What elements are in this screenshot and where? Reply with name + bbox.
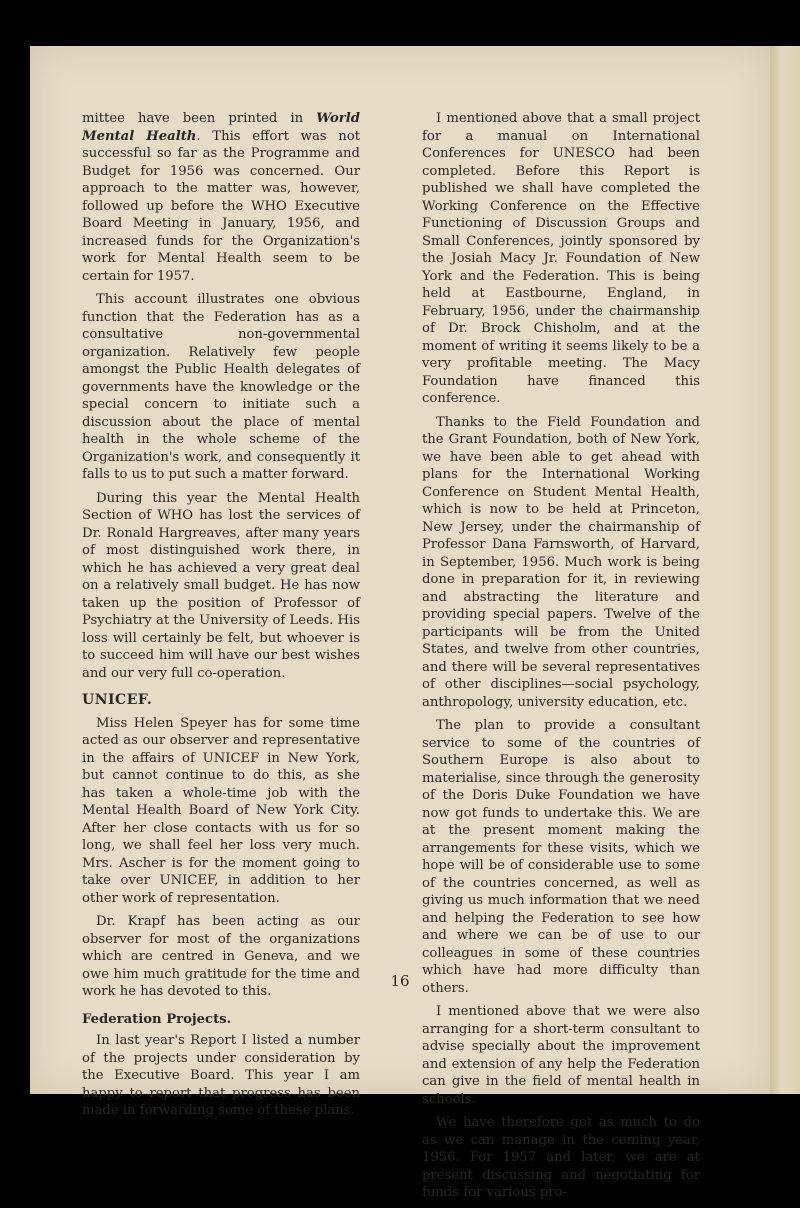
text-run: . This effort was not successful so far as the Programme and Budget for 1956 was concerned. Our approach to the matter was, however, followed up before the WHO Executive Board Meeting in January, 1956, and increased funds for the Organization's work for Mental Health seem to be certain for 1957.	[82, 128, 360, 284]
paragraph: I mentioned above that we were also arranging for a short-term consultant to advise specially about the improvement and extension of any help the Federation can give in the field of mental health in schools.	[422, 1004, 700, 1107]
page-number: 16	[390, 972, 410, 990]
paragraph: We have therefore got as much to do as we can manage in the coming year, 1956. For 1957 and later, we are at present discussing and negotiating for funds for various pro-	[422, 1115, 700, 1200]
paragraph: During this year the Mental Health Section of WHO has lost the services of Dr. Ronald Hargreaves, after many years of most distinguished work there, in which he has achieved a very great deal on a relatively small budget. He has now taken up the position of Professor of Psychiatry at the University of Leeds. His loss will certainly be felt, but whoever is to succeed him will have our best wishes and our very full co-operation.	[82, 490, 360, 681]
paragraph: Miss Helen Speyer has for some time acted as our observer and representative in the affairs of UNICEF in New York, but cannot continue to do this, as she has taken a whole-time job with the Mental Health Board of New York City. After her close contacts with us for so long, we shall feel her loss very much. Mrs. Ascher is for the moment going to take over UNICEF, in addition to her other work of representation.	[82, 715, 360, 906]
paragraph: In last year's Report I listed a number of the projects under consideration by the Executive Board. This year I am happy to report that progress has been made in forwarding some of these plans.	[82, 1033, 360, 1118]
paragraph: The plan to provide a consultant service to some of the countries of Southern Europe is also about to materialise, since through the generosity of the Doris Duke Foundation we have now got funds to undertake this. We are at the present moment making the arrangements for these visits, which we hope will be of considerable use to some of the countries concerned, as well as giving us much information that we need and helping the Federation to see how and where we can be of use to our colleagues in some of these countries which have had more difficulty than others.	[422, 718, 700, 996]
paragraph: Dr. Krapf has been acting as our observer for most of the organizations which are centred in Geneva, and we owe him much gratitude for the time and work he has devoted to this.	[82, 914, 360, 999]
publication-title: World Mental Health	[82, 111, 360, 144]
paragraph: I mentioned above that a small project for a manual on International Conferences for UNESCO had been completed. Before this Report is published we shall have completed the Working Conference on the Effective Functioning of Discussion Groups and Small Conferences, jointly sponsored by the Josiah Macy Jr. Foundation of New York and the Federation. This is being held at Eastbourne, England, in February, 1956, under the chairmanship of Dr. Brock Chisholm, and at the moment of writing it seems likely to be a very profitable meeting. The Macy Foundation have financed this conference.	[422, 111, 700, 406]
right-column	[422, 110, 700, 1208]
section-heading-projects: Federation Projects.	[82, 1011, 232, 1027]
paragraph: This account illustrates one obvious function that the Federation has as a consultative non-governmental organization. Relatively few people amongst the Public Health delegates of governments have the knowledge or the special concern to initiate such a discussion about the place of mental health in the whole scheme of the Organization's work, and consequently it falls to us to put such a matter forward.	[82, 292, 360, 482]
adjacent-page-edge	[770, 46, 800, 1094]
section-heading-unicef: UNICEF.	[82, 692, 153, 708]
paragraph	[82, 110, 360, 285]
text-run: mittee have been printed in	[82, 111, 317, 126]
paragraph: Thanks to the Field Foundation and the Grant Foundation, both of New York, we have been able to get ahead with plans for the International Working Conference on Student Mental Health, which is now to be held at Princeton, New Jersey, under the chairmanship of Professor Dana Farnsworth, of Harvard, in September, 1956. Much work is being done in preparation for it, in reviewing and abstracting the literature and providing special papers. Twelve of the participants will be from the United States, and twelve from other countries, and there will be several representatives of other disciplines—social psychology, anthropology, university education, etc.	[422, 414, 700, 710]
